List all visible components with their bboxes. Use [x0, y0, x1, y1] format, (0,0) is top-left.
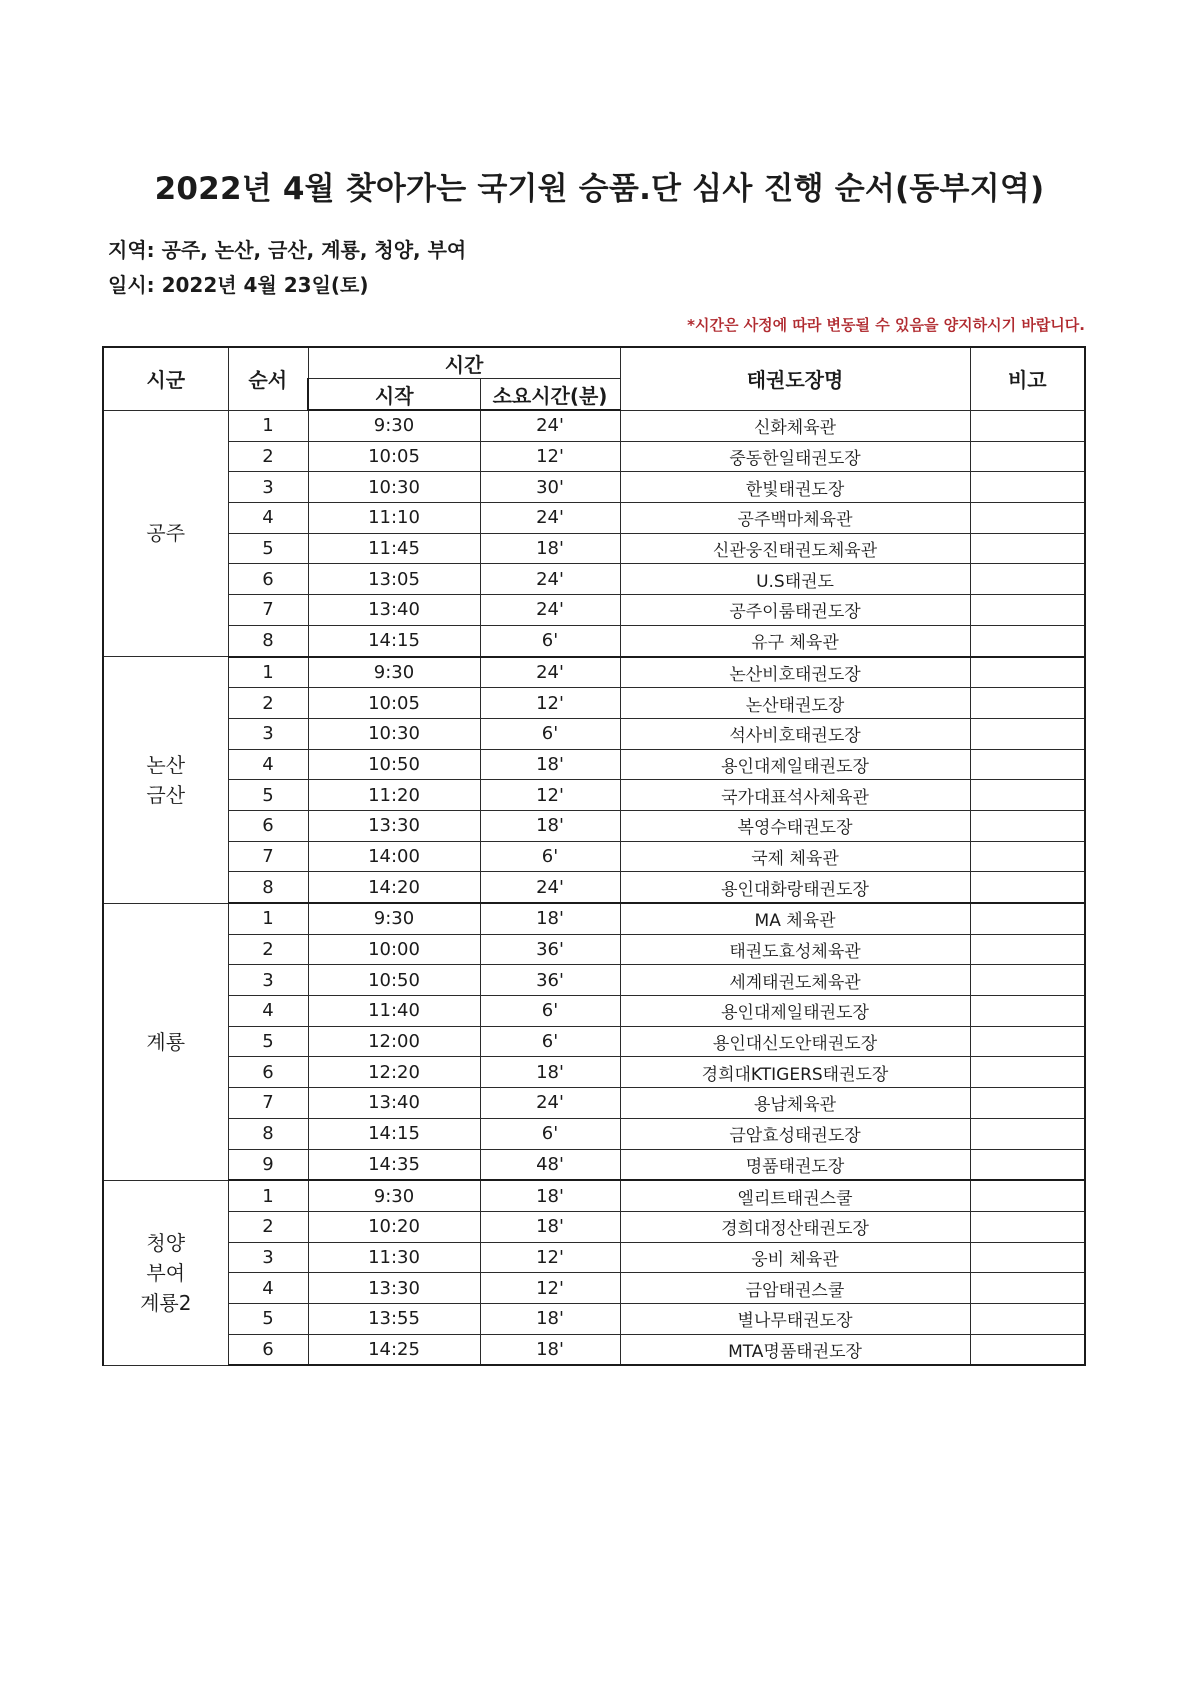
gym-cell: 유구 체육관	[620, 625, 970, 656]
table-row	[103, 1026, 1085, 1057]
note-cell	[970, 1149, 1085, 1180]
order-cell: 2	[228, 688, 308, 719]
note-cell	[970, 595, 1085, 626]
table-row	[103, 749, 1085, 780]
start-time-cell: 10:05	[308, 688, 480, 719]
note-cell	[970, 688, 1085, 719]
note-cell	[970, 780, 1085, 811]
duration-cell: 24'	[480, 564, 620, 595]
region-group	[103, 657, 1085, 904]
order-cell: 3	[228, 718, 308, 749]
start-time-cell: 10:00	[308, 934, 480, 965]
start-time-cell: 14:15	[308, 625, 480, 656]
note-cell	[970, 749, 1085, 780]
order-cell: 8	[228, 625, 308, 656]
order-cell: 1	[228, 410, 308, 441]
header-region: 시군	[103, 347, 228, 410]
duration-cell: 6'	[480, 996, 620, 1027]
header-note: 비고	[970, 347, 1085, 410]
order-cell: 4	[228, 1273, 308, 1304]
order-cell: 3	[228, 472, 308, 503]
note-cell	[970, 472, 1085, 503]
note-cell	[970, 1180, 1085, 1211]
region-name: 계룡2	[140, 1290, 192, 1315]
header-gym: 태권도장명	[620, 347, 970, 410]
start-time-cell: 10:50	[308, 965, 480, 996]
gym-cell: 국제 체육관	[620, 841, 970, 872]
start-time-cell: 9:30	[308, 1180, 480, 1211]
table-row	[103, 1118, 1085, 1149]
order-cell: 6	[228, 810, 308, 841]
table-row	[103, 996, 1085, 1027]
schedule-table	[102, 346, 1086, 1366]
start-time-cell: 11:30	[308, 1242, 480, 1273]
start-time-cell: 9:30	[308, 410, 480, 441]
note-cell	[970, 1242, 1085, 1273]
duration-cell: 24'	[480, 595, 620, 626]
gym-cell: U.S태권도	[620, 564, 970, 595]
note-cell	[970, 903, 1085, 934]
order-cell: 6	[228, 1057, 308, 1088]
order-cell: 1	[228, 1180, 308, 1211]
table-row	[103, 718, 1085, 749]
order-cell: 4	[228, 749, 308, 780]
gym-cell: MTA명품태권도장	[620, 1334, 970, 1365]
note-cell	[970, 996, 1085, 1027]
header-time: 시간	[308, 347, 620, 379]
gym-cell: 석사비호태권도장	[620, 718, 970, 749]
order-cell: 8	[228, 872, 308, 903]
duration-cell: 18'	[480, 810, 620, 841]
note-cell	[970, 934, 1085, 965]
duration-cell: 24'	[480, 503, 620, 534]
start-time-cell: 12:20	[308, 1057, 480, 1088]
note-cell	[970, 810, 1085, 841]
order-cell: 5	[228, 1026, 308, 1057]
gym-cell: 금암효성태권도장	[620, 1118, 970, 1149]
order-cell: 6	[228, 1334, 308, 1365]
start-time-cell: 11:45	[308, 533, 480, 564]
order-cell: 3	[228, 1242, 308, 1273]
start-time-cell: 9:30	[308, 657, 480, 688]
gym-cell: 신화체육관	[620, 410, 970, 441]
start-time-cell: 10:20	[308, 1211, 480, 1242]
table-row	[103, 625, 1085, 656]
order-cell: 2	[228, 934, 308, 965]
region-group	[103, 903, 1085, 1180]
note-cell	[970, 841, 1085, 872]
duration-cell: 12'	[480, 688, 620, 719]
start-time-cell: 11:40	[308, 996, 480, 1027]
duration-cell: 6'	[480, 625, 620, 656]
region-cell	[103, 1180, 228, 1365]
duration-cell: 18'	[480, 903, 620, 934]
start-time-cell: 13:40	[308, 595, 480, 626]
duration-cell: 24'	[480, 410, 620, 441]
gym-cell: 논산비호태권도장	[620, 657, 970, 688]
gym-cell: 용남체육관	[620, 1088, 970, 1119]
table-row	[103, 688, 1085, 719]
note-cell	[970, 503, 1085, 534]
table-row	[103, 1149, 1085, 1180]
start-time-cell: 13:05	[308, 564, 480, 595]
note-cell	[970, 410, 1085, 441]
note-cell	[970, 564, 1085, 595]
order-cell: 5	[228, 1303, 308, 1334]
gym-cell: 별나무태권도장	[620, 1303, 970, 1334]
note-cell	[970, 872, 1085, 903]
region-name: 계룡	[146, 1029, 186, 1054]
order-cell: 7	[228, 1088, 308, 1119]
duration-cell: 36'	[480, 934, 620, 965]
table-row	[103, 533, 1085, 564]
gym-cell: 용인대제일태권도장	[620, 996, 970, 1027]
gym-cell: 경희대정산태권도장	[620, 1211, 970, 1242]
duration-cell: 48'	[480, 1149, 620, 1180]
note-cell	[970, 1088, 1085, 1119]
table-row	[103, 872, 1085, 903]
duration-cell: 12'	[480, 1242, 620, 1273]
start-time-cell: 14:25	[308, 1334, 480, 1365]
table-row	[103, 934, 1085, 965]
region-name: 금산	[146, 782, 186, 807]
region-name: 청양	[146, 1230, 186, 1255]
duration-cell: 18'	[480, 749, 620, 780]
schedule-table-header	[103, 347, 1085, 410]
table-row	[103, 1088, 1085, 1119]
gym-cell: 한빛태권도장	[620, 472, 970, 503]
order-cell: 7	[228, 595, 308, 626]
duration-cell: 18'	[480, 1334, 620, 1365]
start-time-cell: 12:00	[308, 1026, 480, 1057]
duration-cell: 24'	[480, 872, 620, 903]
order-cell: 4	[228, 996, 308, 1027]
start-time-cell: 10:50	[308, 749, 480, 780]
duration-cell: 6'	[480, 1026, 620, 1057]
order-cell: 4	[228, 503, 308, 534]
duration-cell: 6'	[480, 841, 620, 872]
table-row	[103, 1273, 1085, 1304]
duration-cell: 6'	[480, 718, 620, 749]
table-row	[103, 965, 1085, 996]
duration-cell: 30'	[480, 472, 620, 503]
duration-cell: 18'	[480, 1211, 620, 1242]
order-cell: 1	[228, 657, 308, 688]
time-change-notice: *시간은 사정에 따라 변동될 수 있음을 양지하시기 바랍니다.	[687, 316, 1085, 334]
note-cell	[970, 1026, 1085, 1057]
table-row	[103, 810, 1085, 841]
date-line: 일시: 2022년 4월 23일(토)	[108, 273, 369, 297]
gym-cell: 용인대제일태권도장	[620, 749, 970, 780]
start-time-cell: 13:30	[308, 1273, 480, 1304]
start-time-cell: 10:30	[308, 718, 480, 749]
gym-cell: 용인대화랑태권도장	[620, 872, 970, 903]
duration-cell: 24'	[480, 1088, 620, 1119]
note-cell	[970, 657, 1085, 688]
duration-cell: 12'	[480, 1273, 620, 1304]
table-row	[103, 780, 1085, 811]
order-cell: 9	[228, 1149, 308, 1180]
table-row	[103, 903, 1085, 934]
start-time-cell: 13:40	[308, 1088, 480, 1119]
gym-cell: 논산태권도장	[620, 688, 970, 719]
region-name: 부여	[146, 1260, 186, 1285]
header-order: 순서	[228, 347, 308, 410]
note-cell	[970, 533, 1085, 564]
duration-cell: 12'	[480, 780, 620, 811]
note-cell	[970, 625, 1085, 656]
gym-cell: 금암태권스쿨	[620, 1273, 970, 1304]
start-time-cell: 9:30	[308, 903, 480, 934]
duration-cell: 36'	[480, 965, 620, 996]
order-cell: 5	[228, 780, 308, 811]
region-cell	[103, 657, 228, 904]
note-cell	[970, 718, 1085, 749]
region-cell	[103, 410, 228, 657]
table-row	[103, 1303, 1085, 1334]
gym-cell: 공주백마체육관	[620, 503, 970, 534]
gym-cell: 태권도효성체육관	[620, 934, 970, 965]
start-time-cell: 14:15	[308, 1118, 480, 1149]
start-time-cell: 13:55	[308, 1303, 480, 1334]
table-row	[103, 564, 1085, 595]
region-group	[103, 1180, 1085, 1365]
note-cell	[970, 1334, 1085, 1365]
gym-cell: MA 체육관	[620, 903, 970, 934]
order-cell: 2	[228, 441, 308, 472]
order-cell: 6	[228, 564, 308, 595]
gym-cell: 명품태권도장	[620, 1149, 970, 1180]
duration-cell: 18'	[480, 533, 620, 564]
start-time-cell: 11:20	[308, 780, 480, 811]
duration-cell: 24'	[480, 657, 620, 688]
table-row	[103, 1057, 1085, 1088]
gym-cell: 신관웅진태권도체육관	[620, 533, 970, 564]
gym-cell: 웅비 체육관	[620, 1242, 970, 1273]
note-cell	[970, 1303, 1085, 1334]
gym-cell: 중동한일태권도장	[620, 441, 970, 472]
table-row	[103, 657, 1085, 688]
gym-cell: 국가대표석사체육관	[620, 780, 970, 811]
region-line: 지역: 공주, 논산, 금산, 계룡, 청양, 부여	[108, 238, 467, 262]
start-time-cell: 10:30	[308, 472, 480, 503]
duration-cell: 18'	[480, 1180, 620, 1211]
duration-cell: 12'	[480, 441, 620, 472]
region-name: 논산	[146, 752, 186, 777]
note-cell	[970, 1057, 1085, 1088]
note-cell	[970, 1118, 1085, 1149]
order-cell: 1	[228, 903, 308, 934]
order-cell: 2	[228, 1211, 308, 1242]
region-group	[103, 410, 1085, 657]
start-time-cell: 14:00	[308, 841, 480, 872]
start-time-cell: 13:30	[308, 810, 480, 841]
note-cell	[970, 965, 1085, 996]
gym-cell: 경희대KTIGERS태권도장	[620, 1057, 970, 1088]
table-row	[103, 841, 1085, 872]
table-row	[103, 595, 1085, 626]
table-row	[103, 1211, 1085, 1242]
page-title: 2022년 4월 찾아가는 국기원 승품.단 심사 진행 순서(동부지역)	[154, 171, 1045, 207]
note-cell	[970, 441, 1085, 472]
header-duration: 소요시간(분)	[480, 379, 620, 411]
duration-cell: 18'	[480, 1057, 620, 1088]
duration-cell: 18'	[480, 1303, 620, 1334]
start-time-cell: 14:20	[308, 872, 480, 903]
region-cell	[103, 903, 228, 1180]
order-cell: 5	[228, 533, 308, 564]
region-name: 공주	[146, 521, 186, 546]
order-cell: 7	[228, 841, 308, 872]
header-start: 시작	[308, 379, 480, 411]
table-row	[103, 503, 1085, 534]
order-cell: 3	[228, 965, 308, 996]
gym-cell: 공주이룸태권도장	[620, 595, 970, 626]
start-time-cell: 14:35	[308, 1149, 480, 1180]
table-row	[103, 1334, 1085, 1365]
note-cell	[970, 1211, 1085, 1242]
table-row	[103, 441, 1085, 472]
note-cell	[970, 1273, 1085, 1304]
start-time-cell: 10:05	[308, 441, 480, 472]
gym-cell: 용인대신도안태권도장	[620, 1026, 970, 1057]
gym-cell: 세계태권도체육관	[620, 965, 970, 996]
start-time-cell: 11:10	[308, 503, 480, 534]
table-row	[103, 410, 1085, 441]
order-cell: 8	[228, 1118, 308, 1149]
table-row	[103, 472, 1085, 503]
duration-cell: 6'	[480, 1118, 620, 1149]
table-row	[103, 1242, 1085, 1273]
gym-cell: 복영수태권도장	[620, 810, 970, 841]
table-row	[103, 1180, 1085, 1211]
gym-cell: 엘리트태권스쿨	[620, 1180, 970, 1211]
